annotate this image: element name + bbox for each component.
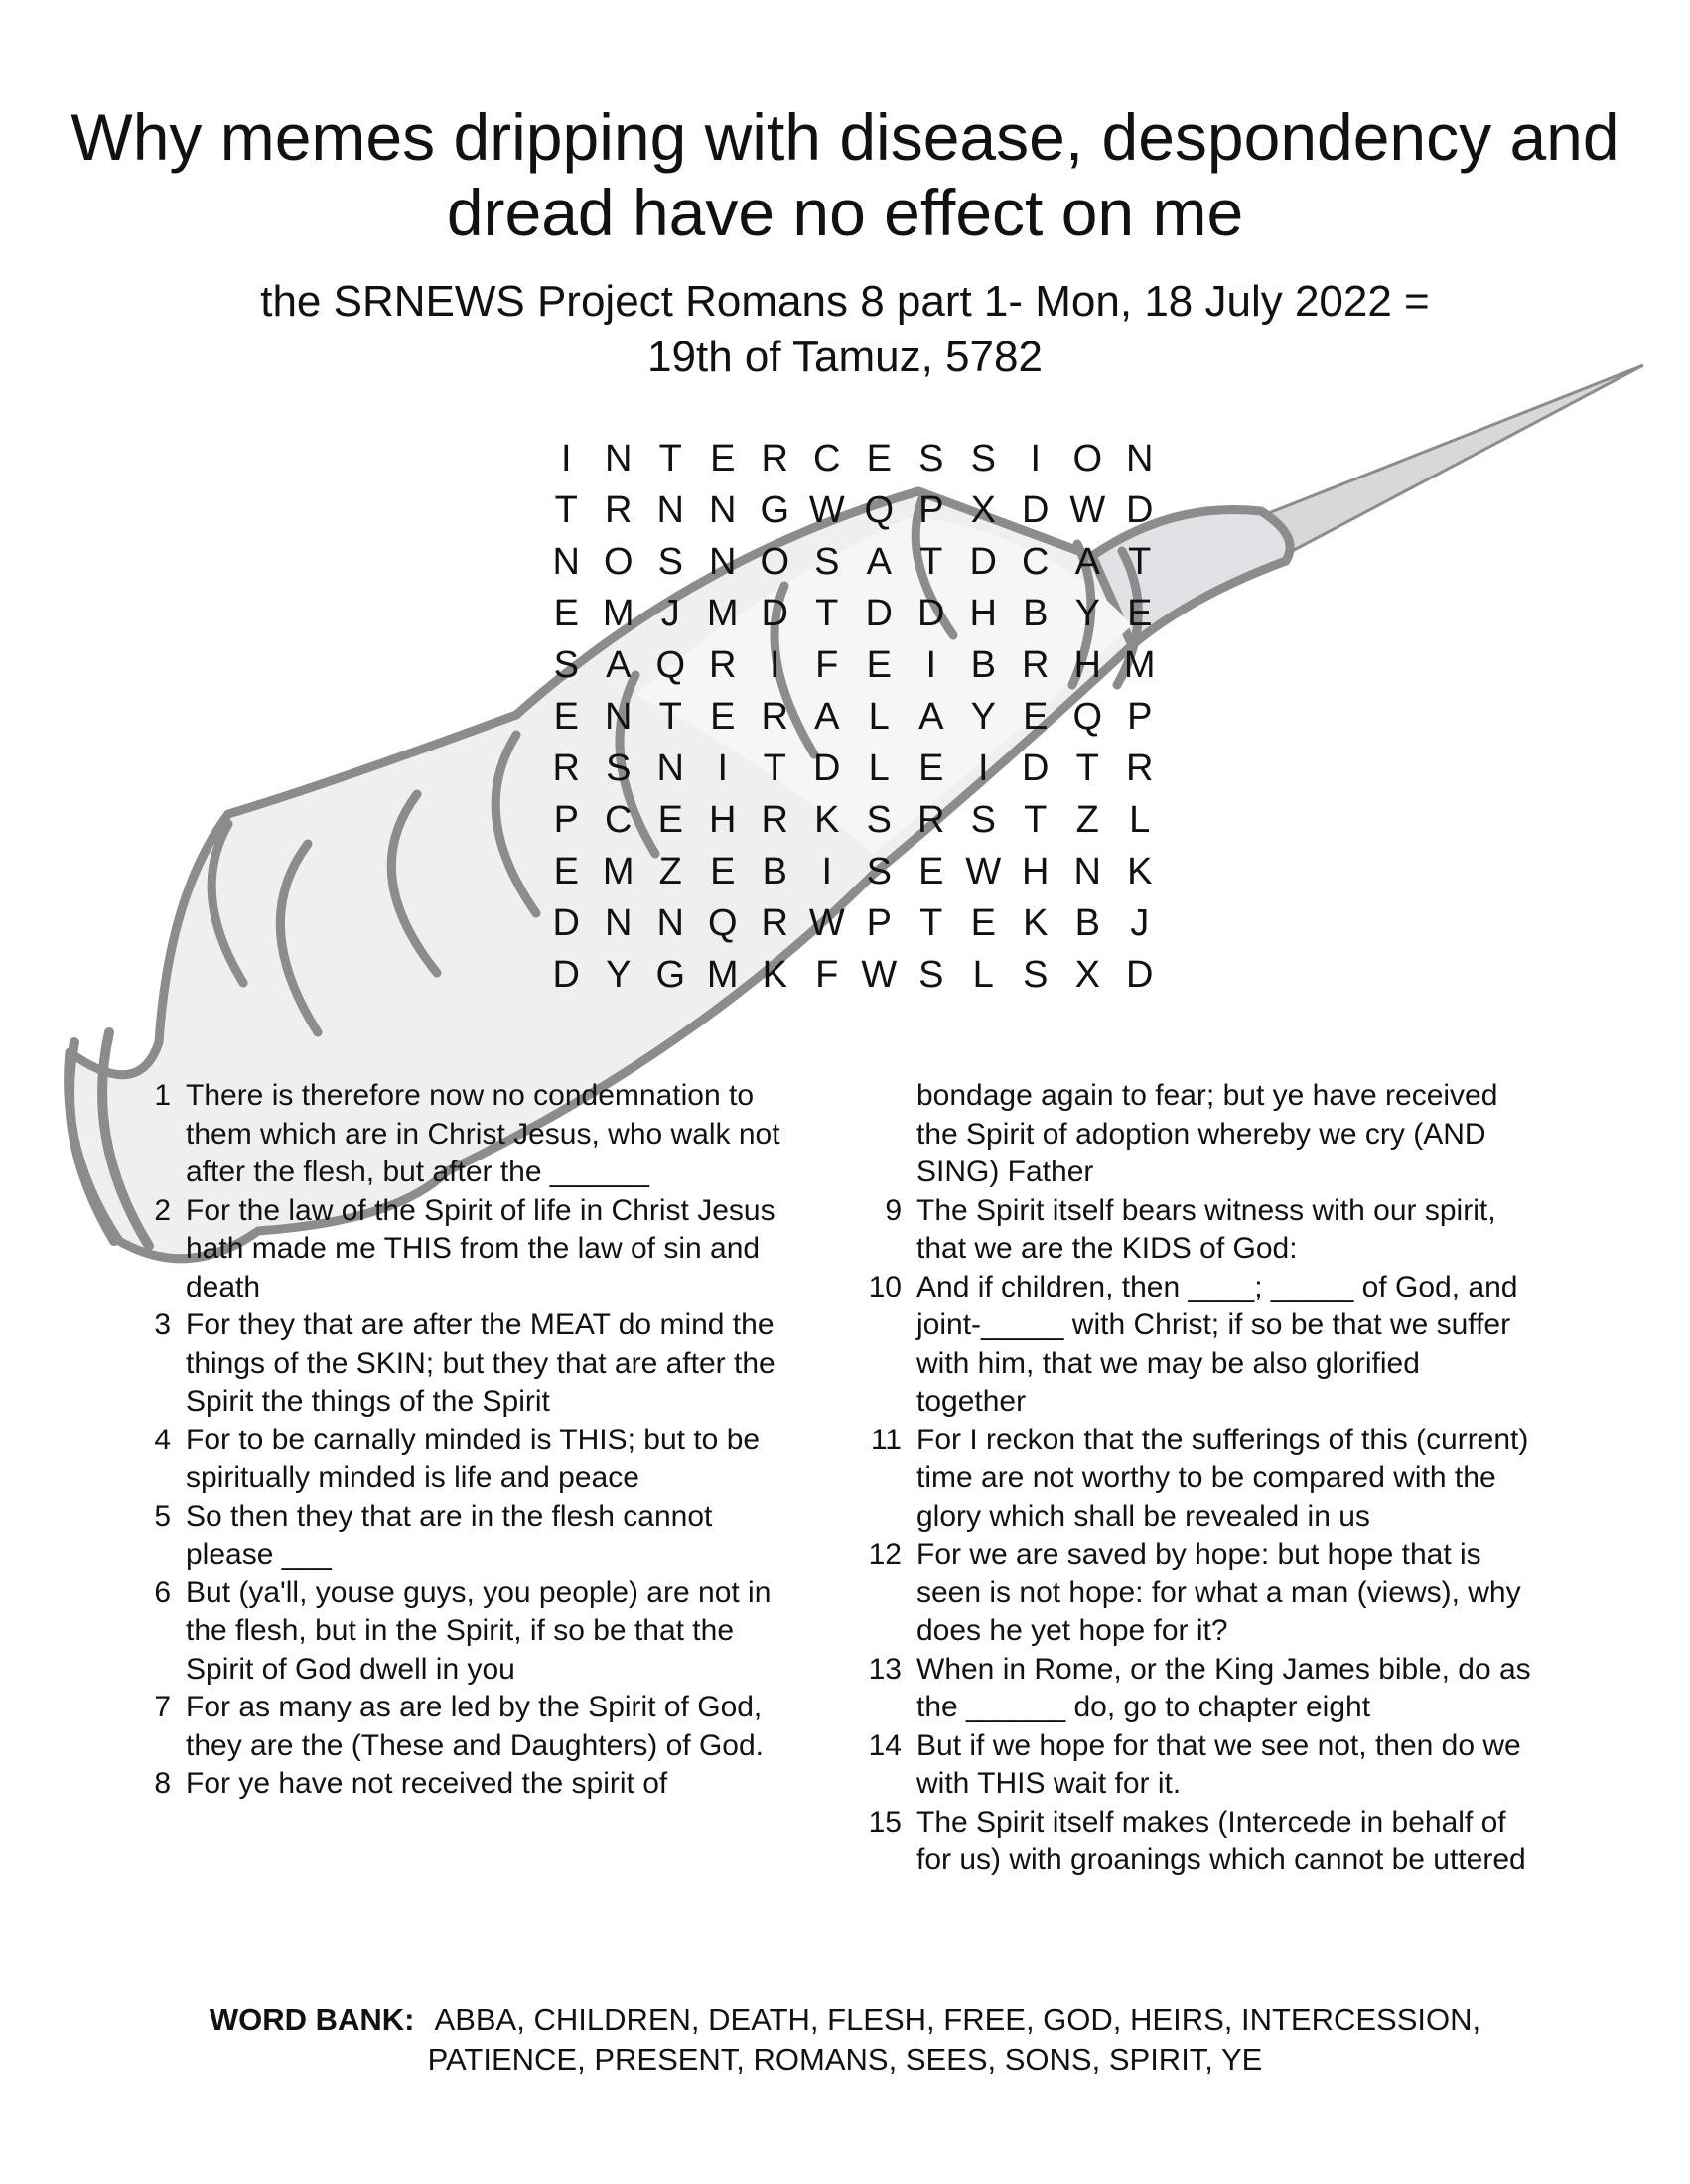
- grid-letter: Q: [655, 644, 686, 686]
- clue-number: 4: [154, 1423, 171, 1456]
- grid-letter: O: [760, 541, 790, 583]
- grid-letter: T: [815, 593, 839, 634]
- grid-letter: M: [602, 851, 634, 892]
- grid-letter: I: [821, 851, 833, 892]
- grid-letter: D: [1022, 748, 1050, 789]
- grid-letter: E: [970, 902, 996, 944]
- grid-letter: P: [1127, 696, 1153, 738]
- grid-letter: T: [1075, 748, 1099, 789]
- clue-item: [131, 1306, 786, 1422]
- clue-text: So then they that are in the flesh cannot please ___: [186, 1499, 713, 1570]
- grid-letter: E: [866, 438, 892, 479]
- clue-item: [862, 1422, 1537, 1537]
- grid-letter: K: [1023, 902, 1049, 944]
- grid-letter: A: [866, 541, 892, 583]
- grid-letter: J: [1130, 902, 1150, 944]
- clue-text: But (ya'll, youse guys, you people) are not in the flesh, but in the Spirit, if so be that the Spirit of God dwell in you: [186, 1575, 772, 1686]
- grid-letter: N: [709, 489, 737, 531]
- clue-list-left: [131, 1077, 786, 1804]
- clue-item: [131, 1422, 786, 1498]
- clue-text: For to be carnally minded is THIS; but to be spiritually minded is life and peace: [186, 1423, 761, 1494]
- grid-letter: D: [552, 954, 580, 996]
- grid-letter: N: [605, 438, 633, 479]
- grid-letter: W: [965, 851, 1002, 892]
- clue-number: 1: [154, 1079, 171, 1112]
- grid-letter: P: [918, 489, 944, 531]
- grid-letter: L: [972, 954, 994, 996]
- grid-letter: O: [1072, 438, 1103, 479]
- word-search-grid: [540, 433, 1166, 1001]
- grid-letter: M: [1123, 644, 1156, 686]
- grid-letter: D: [969, 541, 997, 583]
- clue-number: 14: [868, 1728, 902, 1762]
- subtitle-line-1: the SRNEWS Project Romans 8 part 1- Mon, 18 July 2022 =: [260, 277, 1430, 326]
- grid-letter: R: [761, 696, 788, 738]
- clue-number: 13: [868, 1652, 902, 1686]
- grid-letter: N: [709, 541, 737, 583]
- clue-text: For as many as are led by the Spirit of God, they are the (These and Daughters) of God.: [186, 1691, 764, 1762]
- grid-letter: W: [1069, 489, 1106, 531]
- grid-letter: I: [560, 438, 572, 479]
- grid-letter: M: [706, 954, 739, 996]
- grid-letter: I: [769, 644, 780, 686]
- grid-letter: T: [919, 902, 943, 944]
- grid-letter: A: [918, 696, 944, 738]
- grid-letter: E: [918, 851, 944, 892]
- grid-letter: S: [1023, 954, 1049, 996]
- grid-letter: B: [970, 644, 996, 686]
- clue-number: 10: [868, 1270, 902, 1303]
- clue-number: 9: [885, 1193, 902, 1227]
- grid-letter: D: [1126, 954, 1154, 996]
- grid-letter: Y: [606, 954, 632, 996]
- grid-letter: E: [710, 851, 736, 892]
- clue-item: [131, 1689, 786, 1765]
- clue-item: [862, 1536, 1537, 1651]
- grid-letter: Q: [1072, 696, 1103, 738]
- clue-item: [862, 1651, 1537, 1727]
- grid-letter: I: [1030, 438, 1042, 479]
- grid-letter: N: [605, 696, 633, 738]
- grid-letter: R: [552, 748, 580, 789]
- grid-letter: M: [602, 593, 634, 634]
- grid-letter: R: [761, 799, 788, 841]
- clue-item: [131, 1077, 786, 1192]
- grid-letter: K: [1127, 851, 1153, 892]
- grid-letter: H: [1022, 851, 1050, 892]
- grid-letter: B: [1023, 593, 1049, 634]
- grid-letter: A: [606, 644, 632, 686]
- grid-letter: S: [866, 851, 892, 892]
- grid-letter: T: [763, 748, 786, 789]
- grid-letter: N: [656, 489, 684, 531]
- grid-letter: D: [1126, 489, 1154, 531]
- grid-letter: G: [760, 489, 790, 531]
- grid-letter: Z: [1075, 799, 1099, 841]
- grid-letter: A: [814, 696, 840, 738]
- grid-letter: T: [658, 438, 682, 479]
- grid-letter: E: [553, 593, 579, 634]
- grid-letter: W: [808, 489, 845, 531]
- grid-letter: T: [1024, 799, 1048, 841]
- grid-letter: Q: [864, 489, 895, 531]
- grid-letter: W: [808, 902, 845, 944]
- clue-number: 5: [154, 1499, 171, 1533]
- clue-text: When in Rome, or the King James bible, do as the ______ do, go to chapter eight: [916, 1652, 1531, 1723]
- grid-letter: S: [606, 748, 632, 789]
- grid-letter: S: [657, 541, 683, 583]
- grid-letter: I: [717, 748, 729, 789]
- grid-letter: E: [1127, 593, 1153, 634]
- grid-letter: E: [657, 799, 683, 841]
- grid-letter: S: [918, 954, 944, 996]
- grid-letter: N: [1073, 851, 1101, 892]
- grid-letter: F: [815, 954, 839, 996]
- word-bank-label: WORD BANK:: [209, 2002, 415, 2037]
- grid-letter: D: [761, 593, 788, 634]
- grid-letter: F: [815, 644, 839, 686]
- grid-letter: Q: [707, 902, 738, 944]
- grid-letter: T: [1128, 541, 1152, 583]
- grid-letter: R: [761, 902, 788, 944]
- page-subtitle: [60, 274, 1630, 385]
- grid-letter: N: [1126, 438, 1154, 479]
- grid-letter: T: [658, 696, 682, 738]
- subtitle-line-2: 19th of Tamuz, 5782: [647, 333, 1043, 381]
- grid-letter: D: [865, 593, 893, 634]
- grid-letter: R: [1126, 748, 1154, 789]
- clue-text: For we are saved by hope: but hope that is seen is not hope: for what a man (views), why does he yet hope for it?: [916, 1538, 1521, 1647]
- grid-letter: D: [1022, 489, 1050, 531]
- grid-letter: N: [605, 902, 633, 944]
- grid-letter: C: [605, 799, 633, 841]
- clue-number: 2: [154, 1193, 171, 1227]
- clue-text: There is therefore now no condemnation to them which are in Christ Jesus, who walk not after the flesh, but after the ______: [186, 1079, 780, 1188]
- grid-letter: E: [553, 696, 579, 738]
- clue-text: For they that are after the MEAT do mind the things of the SKIN; but they that are after the Spirit the things of the Spirit: [186, 1308, 775, 1418]
- clue-text: But if we hope for that we see not, then do we with THIS wait for it.: [916, 1728, 1521, 1800]
- clue-text: bondage again to fear; but ye have received the Spirit of adoption whereby we cry (AND SING) Father: [916, 1079, 1498, 1188]
- grid-letter: L: [868, 748, 890, 789]
- grid-letter: Y: [970, 696, 996, 738]
- clue-text: For the law of the Spirit of life in Christ Jesus hath made me THIS from the law of sin and death: [186, 1193, 775, 1303]
- grid-letter: B: [762, 851, 787, 892]
- grid-letter: L: [1129, 799, 1151, 841]
- clue-text: For I reckon that the sufferings of this (current) time are not worthy to be compared with the glory which shall be revealed in us: [916, 1423, 1529, 1533]
- grid-letter: X: [970, 489, 996, 531]
- grid-letter: H: [709, 799, 737, 841]
- clue-number: 6: [154, 1575, 171, 1609]
- clue-item: [862, 1077, 1537, 1192]
- grid-letter: P: [866, 902, 892, 944]
- clue-item: [862, 1804, 1537, 1880]
- clue-item: [862, 1269, 1537, 1422]
- grid-letter: S: [970, 799, 996, 841]
- grid-letter: R: [605, 489, 633, 531]
- grid-letter: C: [1022, 541, 1050, 583]
- grid-letter: O: [603, 541, 634, 583]
- grid-letter: L: [868, 696, 890, 738]
- word-bank-line-2: PATIENCE, PRESENT, ROMANS, SEES, SONS, SPIRIT, YE: [427, 2042, 1263, 2077]
- grid-letter: J: [660, 593, 680, 634]
- grid-letter: R: [761, 438, 788, 479]
- clue-list-right: [862, 1077, 1537, 1880]
- grid-letter: E: [710, 696, 736, 738]
- grid-letter: E: [918, 748, 944, 789]
- grid-letter: E: [1023, 696, 1049, 738]
- grid-letter: D: [552, 902, 580, 944]
- page-title: Why memes dripping with disease, despondency and dread have no effect on me: [70, 100, 1620, 249]
- grid-letter: K: [762, 954, 787, 996]
- grid-letter: N: [552, 541, 580, 583]
- grid-letter: R: [1022, 644, 1050, 686]
- grid-letter: Z: [658, 851, 682, 892]
- grid-letter: E: [553, 851, 579, 892]
- grid-letter: D: [813, 748, 841, 789]
- grid-letter: I: [977, 748, 989, 789]
- grid-letter: M: [706, 593, 739, 634]
- grid-letter: P: [553, 799, 579, 841]
- grid-letter: A: [1074, 541, 1100, 583]
- grid-letter: H: [969, 593, 997, 634]
- grid-letter: E: [710, 438, 736, 479]
- clue-item: [131, 1574, 786, 1690]
- clue-text: The Spirit itself bears witness with our spirit, that we are the KIDS of God:: [916, 1193, 1496, 1265]
- grid-letter: S: [553, 644, 579, 686]
- grid-letter: I: [925, 644, 937, 686]
- clue-number: 12: [868, 1538, 902, 1570]
- grid-letter: Y: [1074, 593, 1100, 634]
- clue-text: The Spirit itself makes (Intercede in behalf of for us) with groanings which cannot be uttered: [916, 1805, 1526, 1876]
- clue-number: 7: [154, 1691, 171, 1723]
- grid-letter: T: [554, 489, 578, 531]
- grid-letter: N: [656, 902, 684, 944]
- clue-number: 3: [154, 1308, 171, 1341]
- grid-letter: R: [917, 799, 945, 841]
- clue-number: 11: [870, 1423, 902, 1456]
- clue-number: 8: [154, 1767, 171, 1800]
- grid-letter: S: [814, 541, 840, 583]
- grid-letter: W: [861, 954, 898, 996]
- grid-letter: D: [917, 593, 945, 634]
- clue-item: [131, 1192, 786, 1307]
- grid-letter: B: [1074, 902, 1100, 944]
- grid-letter: E: [866, 644, 892, 686]
- grid-letter: X: [1074, 954, 1100, 996]
- word-bank: [99, 2000, 1591, 2080]
- grid-letter: T: [919, 541, 943, 583]
- clue-number: 15: [868, 1805, 902, 1839]
- grid-letter: G: [655, 954, 686, 996]
- grid-letter: S: [866, 799, 892, 841]
- grid-letter: H: [1073, 644, 1101, 686]
- word-bank-line-1: ABBA, CHILDREN, DEATH, FLESH, FREE, GOD, HEIRS, INTERCESSION,: [434, 2002, 1481, 2037]
- grid-letter: R: [709, 644, 737, 686]
- clue-item: [131, 1765, 786, 1804]
- grid-letter: K: [814, 799, 840, 841]
- clue-text: For ye have not received the spirit of: [186, 1767, 668, 1800]
- clue-item: [862, 1727, 1537, 1804]
- clue-item: [131, 1498, 786, 1574]
- grid-letter: N: [656, 748, 684, 789]
- grid-letter: S: [918, 438, 944, 479]
- clue-text: And if children, then ____; _____ of God, and joint-_____ with Christ; if so be that we suffer with him, that we may be also glorified together: [916, 1270, 1518, 1418]
- grid-letter: C: [813, 438, 841, 479]
- grid-letter: S: [970, 438, 996, 479]
- clue-item: [862, 1192, 1537, 1269]
